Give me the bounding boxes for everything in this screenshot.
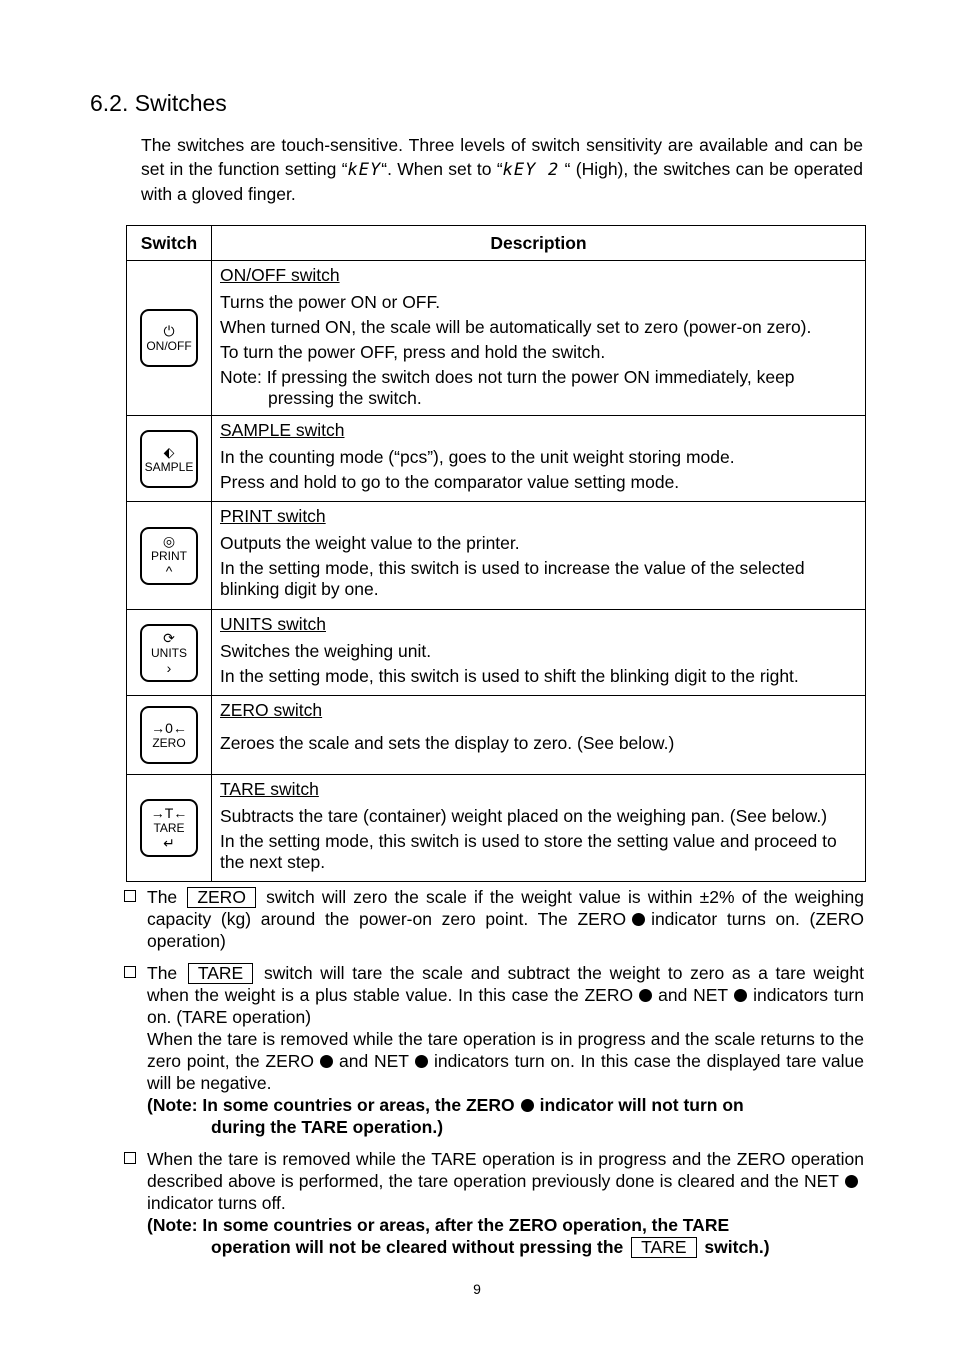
switch-title: ZERO switch — [220, 700, 323, 720]
list-item: The ZERO switch will zero the scale if the weight value is within ±2% of the weighing capacity (kg) around the power-on zero point. The ZERO indicator turns on. (ZERO operation) — [124, 886, 864, 952]
section-heading: 6.2. Switches — [90, 90, 227, 116]
switch-title: SAMPLE switch — [220, 420, 345, 440]
tare-key-label: TARE — [631, 1237, 696, 1258]
indicator-dot-icon — [845, 1175, 858, 1188]
list-item: When the tare is removed while the TARE operation is in progress and the ZERO operation described above is performed, the tare operation previously done is cleared and the NETindicator turns off. (Note: In some countries or areas, after the ZERO operation, the TARE operation will not be cleared without pressing the TARE switch.) — [124, 1148, 864, 1258]
page-number: 9 — [473, 1281, 481, 1297]
checkbox-bullet-icon — [124, 966, 136, 978]
zero-key-label: ZERO — [187, 887, 256, 908]
notes-list — [124, 886, 864, 1268]
units-key: ⟳ UNITS › — [140, 624, 198, 682]
enter-icon: ↵ — [163, 835, 175, 851]
sample-key: ⬖ SAMPLE — [140, 430, 198, 488]
col-header-description: Description — [212, 226, 866, 261]
indicator-dot-icon — [632, 913, 645, 926]
display-code: kEY — [347, 160, 382, 180]
indicator-dot-icon — [639, 989, 652, 1002]
indicator-dot-icon — [415, 1055, 428, 1068]
list-item: The TARE switch will tare the scale and subtract the weight to zero as a tare weight when the weight is a plus stable value. In this case the ZERO and NET indicators turn on. (TARE operation) When the tare is removed while the tare operation is in progress and the scale returns to the zero point, the ZERO and NET indicators turn on. In this case the displayed tare value will be negative. (Note: In some countries or areas, the ZERO indicator will not turn on during the TARE operation.) — [124, 962, 864, 1138]
switch-table: Switch Description ⏻ ON/OFF ON/OFF switch Turns the power ON or OFF. When turned ON, the scale will be automatically set to zero (power-on zero). To turn the power OFF, press and hold the switch. Note: If pressing the switch does not turn the power ON immediately, keep pressing the switch. ⬖ SAMPLE SAMPLE switch In the counting mode (“pcs”), goes to the unit weight storing mode. Press and hold to go to the comparator value setting mode. ◎ PRINT ^ PRINT switch Outputs the weight value to the printer. In the setting mode, this switch is used to increase the value of the selected blinking digit by one. ⟳ UNITS › UNITS switch Switches the weighing unit. In the setting mode, this switch is used to shift the blinking digit to the right. →0← ZERO ZERO switch Zeroes the scale and sets the display to zero. (See below.) →T← TARE ↵ TARE switch Subtracts the tare (container) weight placed on the weighing pan. (See below.) In the setting mode, this switch is used to store the setting value and proceed to the next step. — [126, 225, 866, 882]
on-off-key: ⏻ ON/OFF — [140, 309, 198, 367]
tare-key: →T← TARE ↵ — [140, 799, 198, 857]
tare-icon: →T← — [150, 805, 188, 821]
checkbox-bullet-icon — [124, 1152, 136, 1164]
print-icon: ◎ — [162, 532, 176, 549]
zero-key: →0← ZERO — [140, 706, 198, 764]
sample-icon: ⬖ — [163, 443, 175, 460]
print-key: ◎ PRINT ^ — [140, 527, 198, 585]
col-header-switch: Switch — [127, 226, 212, 261]
switch-title: ON/OFF switch — [220, 265, 340, 285]
caret-up-icon: ^ — [165, 562, 173, 579]
power-icon: ⏻ — [163, 323, 175, 339]
caret-right-icon: › — [166, 659, 172, 676]
indicator-dot-icon — [734, 989, 747, 1002]
zero-icon: →0← — [151, 720, 187, 736]
switch-title: UNITS switch — [220, 614, 326, 634]
switch-title: PRINT switch — [220, 506, 326, 526]
display-code: kEY 2 — [502, 160, 560, 180]
intro-paragraph: The switches are touch-sensitive. Three levels of switch sensitivity are available and can be set in the function setting “kEY“. When set to “kEY 2 “ (High), the switches can be operated with a gloved finger. — [141, 135, 863, 204]
tare-key-label: TARE — [188, 963, 253, 984]
checkbox-bullet-icon — [124, 890, 136, 902]
units-icon: ⟳ — [163, 629, 175, 646]
switch-title: TARE switch — [220, 779, 319, 799]
indicator-dot-icon — [521, 1099, 534, 1112]
indicator-dot-icon — [320, 1055, 333, 1068]
